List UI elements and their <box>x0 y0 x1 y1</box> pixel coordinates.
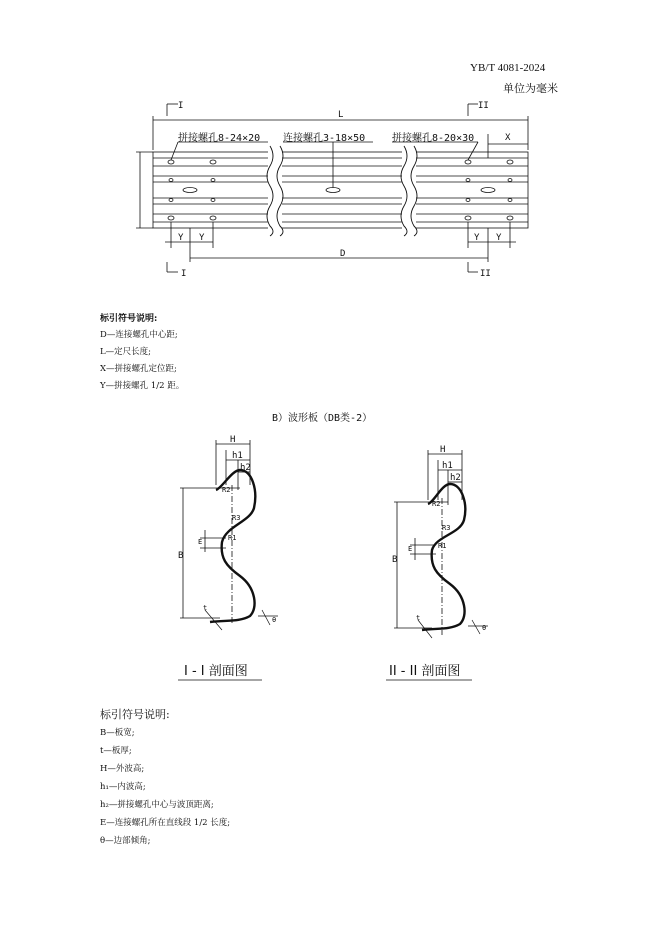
connect-hole <box>183 188 197 193</box>
section-mark-label: I <box>181 269 187 279</box>
figure-caption-b: B）波形板（DB类-2） <box>272 413 373 424</box>
standard-code: YB/T 4081-2024 <box>470 62 546 74</box>
splice-hole <box>507 160 513 164</box>
dim-label-theta: θ <box>482 624 487 632</box>
section-profile-2 <box>422 484 465 630</box>
section-title-1: I - I 剖面图 <box>184 664 248 679</box>
radius-label: R1 <box>438 542 447 550</box>
unit-note: 单位为毫米 <box>503 82 558 95</box>
dim-label-Y: Y <box>474 233 480 243</box>
dim-label-t: t <box>416 614 421 622</box>
dim-label-Y: Y <box>178 233 184 243</box>
splice-hole <box>211 179 215 182</box>
dim-label-t: t <box>203 604 208 612</box>
dim-label-h1: h1 <box>232 451 243 461</box>
radius-label: R1 <box>228 534 237 542</box>
radius-label: R3 <box>442 524 451 532</box>
splice-hole <box>465 216 471 220</box>
splice-hole <box>466 199 470 202</box>
splice-hole <box>508 199 512 202</box>
splice-hole <box>508 179 512 182</box>
radius-label: R2 <box>432 500 441 508</box>
legend-b-item: θ—边部倾角; <box>100 836 151 846</box>
dim-label-X: X <box>505 133 511 143</box>
legend-a-title: 标引符号说明: <box>100 314 158 324</box>
dim-label-E: E <box>198 538 203 546</box>
section-mark-label: II <box>478 101 489 111</box>
dim-label-H: H <box>440 445 446 455</box>
splice-hole <box>210 216 216 220</box>
connect-hole <box>481 188 495 193</box>
section-profile-1 <box>210 470 255 622</box>
radius-label: R2 <box>222 486 231 494</box>
section-mark-label: II <box>480 269 491 279</box>
connect-hole <box>326 188 340 193</box>
dim-label-H: H <box>230 435 236 445</box>
dim-label-D: D <box>340 249 346 259</box>
radius-label: R3 <box>232 514 241 522</box>
legend-a-item: Y—拼接螺孔 1/2 距。 <box>100 381 185 391</box>
dim-label-L: L <box>338 110 344 120</box>
dim-label-h1: h1 <box>442 461 453 471</box>
dim-label-Y: Y <box>199 233 205 243</box>
legend-b-title: 标引符号说明: <box>100 708 170 721</box>
splice-hole <box>466 179 470 182</box>
splice-hole <box>465 160 471 164</box>
splice-hole <box>168 160 174 164</box>
splice-hole <box>168 216 174 220</box>
legend-a-item: X—拼接螺孔定位距; <box>100 364 177 374</box>
splice-hole <box>169 199 173 202</box>
legend-a-item: D—连接螺孔中心距; <box>100 330 178 340</box>
splice-hole <box>507 216 513 220</box>
legend-b-item: h₂—拼接螺孔中心与波顶距离; <box>100 800 214 810</box>
label-connect-hole: 连接螺孔3-18×50 <box>283 133 366 144</box>
dim-label-B: B <box>178 551 184 561</box>
legend-b-item: t—板厚; <box>100 746 132 756</box>
legend-b-item: E—连接螺孔所在直线段 1/2 长度; <box>100 818 231 828</box>
legend-a-item: L—定尺长度; <box>100 347 152 357</box>
dim-label-theta: θ <box>272 616 277 624</box>
splice-hole <box>169 179 173 182</box>
splice-hole <box>210 160 216 164</box>
dim-label-E: E <box>408 545 413 553</box>
legend-b-item: h₁—内波高; <box>100 782 146 792</box>
section-views-drawing <box>0 430 662 690</box>
section-mark-label: I <box>178 101 184 111</box>
splice-hole <box>211 199 215 202</box>
dim-label-B: B <box>392 555 398 565</box>
dim-label-h2: h2 <box>240 463 251 473</box>
label-splice-hole-right: 拼接螺孔8-20×30 <box>392 133 475 144</box>
beam-outline <box>153 152 528 228</box>
label-splice-hole-left: 拼接螺孔8-24×20 <box>178 133 261 144</box>
legend-b-item: B—板宽; <box>100 728 135 738</box>
dim-label-h2: h2 <box>450 473 461 483</box>
dim-label-Y: Y <box>496 233 502 243</box>
legend-b-item: H—外波高; <box>100 764 145 774</box>
beam-plan-drawing <box>0 0 662 300</box>
section-title-2: II - II 剖面图 <box>389 664 461 679</box>
